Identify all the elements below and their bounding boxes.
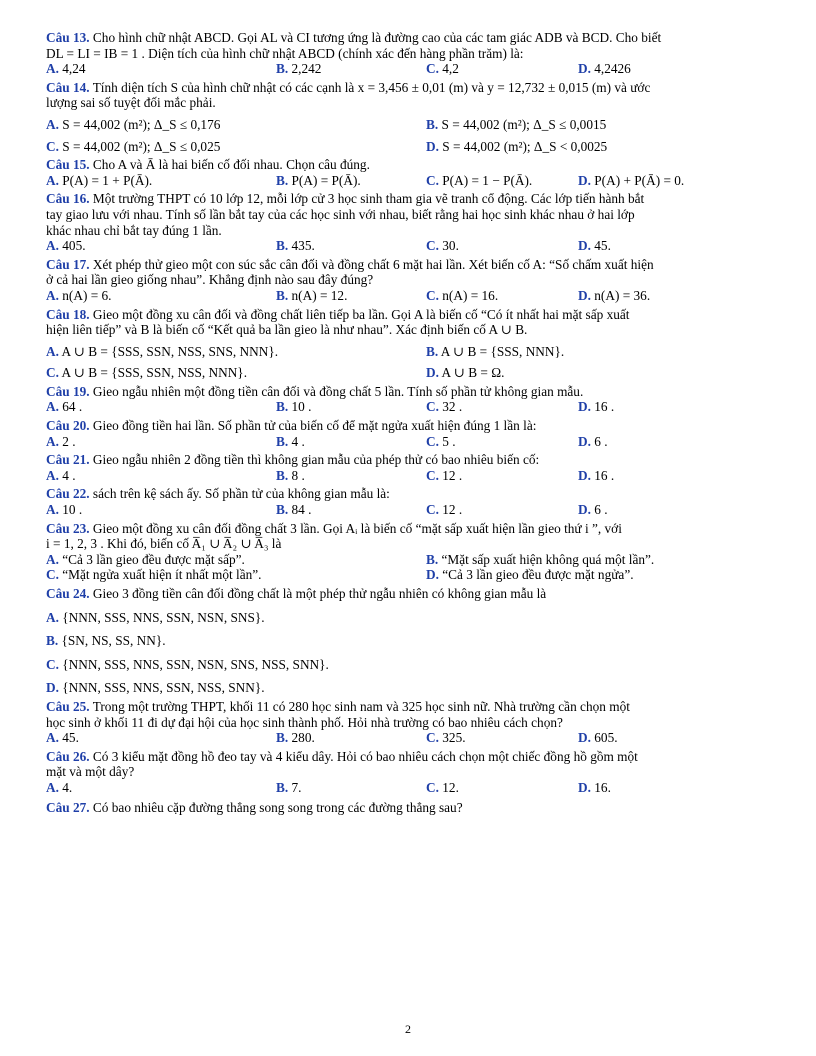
question-text: Tính diện tích S của hình chữ nhật có các cạnh là x = 3,456 ± 0,01 (m) và y = 12,732 ± 0,015 (m) và ước	[92, 79, 651, 95]
question-text: Có bao nhiêu cặp đường thẳng song song trong các đường thẳng sau?	[92, 799, 463, 815]
answer-option-letter: B.	[276, 399, 289, 415]
answer-option-letter: A.	[46, 238, 59, 254]
answer-option-letter: D.	[578, 238, 591, 254]
question-stem-line	[46, 536, 774, 552]
question	[46, 486, 774, 517]
answer-option-text: A ∪ B = {SSS, NNN}.	[440, 343, 565, 359]
answer-option[interactable]	[426, 730, 578, 746]
question-text: i = 1, 2, 3 . Khi đó, biến cố A̅₁ ∪ A̅₂ ∪ A̅₃ là	[46, 536, 282, 552]
answer-option-letter: B.	[276, 287, 289, 303]
answer-option-text: 325.	[442, 730, 466, 746]
question-stem-line	[46, 715, 774, 731]
answer-option-text: 16.	[594, 779, 611, 795]
answer-option-letter: A.	[46, 116, 59, 132]
answer-option-letter: C.	[426, 502, 439, 518]
answer-option-text: S = 44,002 (m²); Δ_S ≤ 0,0015	[441, 116, 607, 132]
question-label: Câu 13.	[46, 30, 90, 45]
answer-option[interactable]	[578, 780, 768, 796]
answer-option-text: 435.	[291, 238, 315, 254]
answer-option[interactable]	[276, 288, 426, 304]
question	[46, 80, 774, 154]
answer-option-text: “Cả 3 lần gieo đều được mặt sấp”.	[62, 551, 245, 567]
answer-option-letter: C.	[426, 172, 439, 188]
answer-option[interactable]	[46, 468, 276, 484]
question-text: sách trên kệ sách ấy. Số phần tử của không gian mẫu là:	[92, 486, 390, 502]
answer-option-text: P(A) = P(Ā).	[291, 172, 361, 188]
answer-option-letter: C.	[426, 433, 439, 449]
answer-option-text: S = 44,002 (m²); Δ_S < 0,0025	[442, 138, 608, 154]
answer-option-text: 6 .	[594, 502, 608, 518]
answer-options-row	[46, 344, 774, 360]
answer-option-text: 7.	[291, 779, 302, 795]
question	[46, 257, 774, 304]
answer-option[interactable]	[46, 552, 426, 568]
answer-option[interactable]	[426, 567, 766, 583]
answer-option[interactable]	[276, 238, 426, 254]
answer-option-letter: A.	[46, 172, 59, 188]
answer-option-letter: B.	[46, 633, 59, 649]
answer-option[interactable]	[46, 680, 774, 696]
answer-option-text: 405.	[62, 238, 86, 254]
answer-option-letter: C.	[46, 656, 59, 672]
answer-option-letter: B.	[276, 238, 289, 254]
answer-option[interactable]	[46, 365, 426, 381]
question-stem	[46, 699, 774, 715]
answer-option[interactable]	[276, 780, 426, 796]
answer-option-text: 84 .	[291, 502, 312, 518]
answer-option-text: 10 .	[291, 399, 312, 415]
answer-options-row	[46, 399, 774, 415]
question-text: Có 3 kiểu mặt đồng hồ đeo tay và 4 kiểu dây. Hỏi có bao nhiêu cách chọn một chiếc đồng hồ gồm một	[92, 748, 638, 764]
question-text: Gieo 3 đồng tiền cân đối đồng chất là một phép thử ngẫu nhiên có không gian mẫu là	[92, 586, 547, 601]
question-stem	[46, 30, 774, 46]
answer-option[interactable]	[426, 502, 578, 518]
answer-option-text: 4,2	[442, 61, 459, 77]
question-label: Câu 19.	[46, 383, 90, 399]
answer-option[interactable]	[46, 238, 276, 254]
question-stem	[46, 800, 774, 816]
answer-option-text: 605.	[594, 730, 618, 746]
question-text: Gieo đồng tiền hai lần. Số phần tử của biến cố để mặt ngửa xuất hiện đúng 1 lần là:	[92, 418, 537, 434]
answer-option-text: 16 .	[594, 399, 615, 415]
answer-option[interactable]	[46, 434, 276, 450]
answer-option-letter: D.	[578, 502, 591, 518]
question-stem	[46, 157, 774, 173]
question-stem-line	[46, 223, 774, 239]
answer-option-letter: A.	[46, 551, 59, 567]
answer-option-letter: B.	[276, 61, 289, 77]
answer-option-text: n(A) = 36.	[594, 287, 651, 303]
answer-option-letter: A.	[46, 730, 59, 746]
answer-option[interactable]	[426, 468, 578, 484]
answer-option-letter: C.	[46, 365, 59, 381]
answer-option-text: “Cả 3 lần gieo đều được mặt ngửa”.	[442, 567, 634, 583]
answer-option-letter: D.	[578, 61, 591, 77]
question	[46, 418, 774, 449]
answer-option-text: 45.	[62, 730, 79, 746]
question-text: Gieo ngẫu nhiên một đồng tiền cân đối và đồng chất 5 lần. Tính số phần tử không gian mẫu.	[92, 383, 584, 399]
answer-option[interactable]	[578, 238, 768, 254]
answer-option[interactable]	[578, 399, 768, 415]
exam-page	[46, 30, 774, 815]
answer-option-text: 4 .	[291, 433, 305, 449]
question-text: Gieo một đồng xu cân đối đồng chất 3 lần. Gọi Aᵢ là biến cố “mặt sấp xuất hiện lần gieo thứ i ”, với	[92, 520, 622, 536]
answer-options-row	[46, 567, 774, 583]
answer-option-letter: A.	[46, 609, 59, 625]
answer-option-text: 2,242	[291, 61, 322, 77]
answer-options-row	[46, 780, 774, 796]
answer-options-row	[46, 117, 774, 133]
answer-option-letter: C.	[46, 567, 59, 583]
answer-option-letter: D.	[426, 365, 439, 381]
answer-option[interactable]	[578, 502, 768, 518]
answer-option[interactable]	[426, 780, 578, 796]
answer-option-letter: B.	[276, 172, 289, 188]
question-stem	[46, 257, 774, 273]
answer-option-text: “Mặt ngửa xuất hiện ít nhất một lần”.	[62, 567, 262, 583]
answer-option[interactable]	[46, 399, 276, 415]
answer-option-letter: D.	[46, 680, 59, 696]
answer-option[interactable]	[426, 117, 766, 133]
answer-option-letter: D.	[578, 399, 591, 415]
answer-option-text: 4 .	[62, 467, 76, 483]
answer-option-letter: B.	[426, 343, 439, 359]
answer-option-letter: B.	[276, 779, 289, 795]
question-stem	[46, 452, 774, 468]
answer-option[interactable]	[46, 567, 426, 583]
answer-option[interactable]	[46, 288, 276, 304]
question	[46, 586, 774, 696]
answer-option[interactable]	[426, 238, 578, 254]
answer-option[interactable]	[578, 468, 768, 484]
answer-option[interactable]	[276, 502, 426, 518]
answer-option[interactable]	[46, 657, 774, 673]
answer-options-row	[46, 468, 774, 484]
answer-options-row	[46, 502, 774, 518]
answer-option[interactable]	[276, 399, 426, 415]
question-stem-line	[46, 46, 774, 62]
question-label: Câu 16.	[46, 191, 90, 207]
answer-option-text: 280.	[291, 730, 315, 746]
question-label: Câu 24.	[46, 586, 90, 601]
answer-option[interactable]	[426, 61, 578, 77]
answer-option-letter: C.	[426, 399, 439, 415]
answer-option-letter: A.	[46, 399, 59, 415]
question-stem-line	[46, 272, 774, 288]
answer-options-row	[46, 288, 774, 304]
question-stem	[46, 191, 774, 207]
answer-option[interactable]	[276, 730, 426, 746]
answer-option[interactable]	[426, 399, 578, 415]
answer-option[interactable]	[426, 434, 578, 450]
answer-option-text: “Mặt sấp xuất hiện không quá một lần”.	[441, 551, 655, 567]
answer-option-text: 8 .	[291, 467, 305, 483]
question-stem-line	[46, 95, 774, 111]
answer-option[interactable]	[426, 139, 766, 155]
question-stem-line	[46, 207, 774, 223]
question-text: tay giao lưu với nhau. Tính số lần bắt tay của các học sinh với nhau, biết rằng hai học sinh khác nhau ở hai lớp	[46, 206, 635, 222]
answer-option-text: 32 .	[442, 399, 463, 415]
answer-option-text: 5 .	[442, 433, 456, 449]
answer-option-letter: C.	[426, 61, 439, 77]
answer-option[interactable]	[276, 434, 426, 450]
answer-option-text: A ∪ B = {SSS, SSN, NSS, NNN}.	[61, 365, 248, 381]
answer-option-text: 16 .	[594, 467, 615, 483]
answer-option-text: {NNN, SSS, NNS, SSN, NSS, SNN}.	[62, 680, 265, 696]
answer-option-letter: B.	[426, 116, 439, 132]
question-label: Câu 18.	[46, 306, 90, 322]
answer-option-text: 64 .	[62, 399, 83, 415]
answer-option[interactable]	[276, 173, 426, 189]
answer-option[interactable]	[46, 730, 276, 746]
answer-option[interactable]	[578, 173, 768, 189]
question-stem	[46, 307, 774, 323]
answer-option-letter: B.	[276, 433, 289, 449]
answer-option[interactable]	[46, 344, 426, 360]
answer-option[interactable]	[46, 117, 426, 133]
answer-options-row	[46, 238, 774, 254]
answer-option[interactable]	[578, 434, 768, 450]
answer-option-letter: D.	[426, 567, 439, 583]
question-label: Câu 27.	[46, 799, 90, 815]
answer-option-letter: A.	[46, 502, 59, 518]
answer-option[interactable]	[46, 610, 774, 626]
answer-option-letter: C.	[46, 138, 59, 154]
question-text: Xét phép thử gieo một con súc sắc cân đối và đồng chất 6 mặt hai lần. Xét biến cố A: “Số chấm xuất hiện	[92, 256, 654, 272]
answer-option-text: n(A) = 12.	[291, 287, 348, 303]
answer-option[interactable]	[46, 633, 774, 649]
answer-option[interactable]	[46, 61, 276, 77]
question-text: Một trường THPT có 10 lớp 12, mỗi lớp cử 3 học sinh tham gia vẽ tranh cổ động. Các lớp tiến hành bắt	[92, 191, 645, 207]
answer-options-row	[46, 173, 774, 189]
answer-option-text: P(A) = 1 + P(Ā).	[62, 172, 153, 188]
answer-options-row	[46, 365, 774, 381]
answer-option-text: {NNN, SSS, NNS, SSN, NSN, SNS}.	[62, 609, 265, 625]
answer-option-letter: C.	[426, 730, 439, 746]
question-label: Câu 15.	[46, 157, 90, 173]
answer-option-text: P(A) = 1 − P(Ā).	[442, 172, 533, 188]
answer-option-letter: B.	[276, 730, 289, 746]
answer-option[interactable]	[426, 552, 766, 568]
question-stem	[46, 418, 774, 434]
answer-option[interactable]	[46, 173, 276, 189]
answer-option-text: 4,2426	[594, 61, 631, 77]
answer-option-text: S = 44,002 (m²); Δ_S ≤ 0,025	[62, 138, 221, 154]
answer-option-text: 12 .	[442, 467, 463, 483]
answer-option[interactable]	[46, 780, 276, 796]
answer-option[interactable]	[276, 61, 426, 77]
question-text: Cho A và Ā là hai biến cố đối nhau. Chọn câu đúng.	[92, 157, 370, 173]
answer-option[interactable]	[426, 344, 766, 360]
answer-option[interactable]	[426, 173, 578, 189]
question	[46, 30, 774, 77]
question-stem	[46, 80, 774, 96]
answer-option-letter: D.	[578, 433, 591, 449]
question	[46, 699, 774, 746]
page-number: 2	[405, 1022, 411, 1036]
question-stem	[46, 521, 774, 537]
question-stem	[46, 749, 774, 765]
answer-option[interactable]	[426, 288, 578, 304]
answer-option-letter: D.	[578, 172, 591, 188]
question-text: hiện liên tiếp” và B là biến cố “Kết quả ba lần gieo là như nhau”. Xác định biến cố A ∪ B.	[46, 322, 528, 338]
answer-option[interactable]	[46, 502, 276, 518]
answer-option[interactable]	[276, 468, 426, 484]
question	[46, 384, 774, 415]
question-stem-line	[46, 322, 774, 338]
answer-option-text: 30.	[442, 238, 459, 254]
question-text: khác nhau chỉ bắt tay đúng 1 lần.	[46, 222, 222, 238]
answer-option-text: P(A) + P(Ā) = 0.	[594, 172, 685, 188]
question-label: Câu 25.	[46, 698, 90, 714]
answer-option-text: 12 .	[442, 502, 463, 518]
question-stem	[46, 486, 774, 502]
question	[46, 157, 774, 188]
question-text: lượng sai số tuyệt đối mắc phải.	[46, 95, 216, 111]
question-label: Câu 26.	[46, 748, 90, 764]
question	[46, 749, 774, 796]
answer-option-letter: B.	[426, 551, 439, 567]
answer-option-letter: C.	[426, 467, 439, 483]
answer-option-letter: A.	[46, 433, 59, 449]
answer-option-text: 2 .	[62, 433, 76, 449]
question	[46, 800, 774, 816]
answer-option-text: 6 .	[594, 433, 608, 449]
question-text: Gieo một đồng xu cân đối và đồng chất liên tiếp ba lần. Gọi A là biến cố “Có ít nhất hai mặt sấp xuất	[92, 306, 630, 322]
answer-option-letter: A.	[46, 343, 59, 359]
question-label: Câu 17.	[46, 256, 90, 272]
answer-option-letter: A.	[46, 779, 59, 795]
question-text: Trong một trường THPT, khối 11 có 280 học sinh nam và 325 học sinh nữ. Nhà trường cần chọn một	[92, 698, 630, 714]
question-text: ở cả hai lần gieo giống nhau”. Khẳng định nào sau đây đúng?	[46, 272, 374, 288]
answer-option-letter: D.	[578, 779, 591, 795]
answer-option-letter: B.	[276, 502, 289, 518]
answer-options-row	[46, 139, 774, 155]
answer-option-letter: D.	[578, 730, 591, 746]
answer-option-text: 10 .	[62, 502, 83, 518]
answer-options-row	[46, 552, 774, 568]
answer-option-letter: A.	[46, 61, 59, 77]
answer-option-text: 4.	[62, 779, 73, 795]
answer-option[interactable]	[578, 61, 768, 77]
question-text: Cho hình chữ nhật ABCD. Gọi AL và CI tương ứng là đường cao của các tam giác ADB và BCD. Cho biết	[92, 30, 662, 45]
question-text: học sinh ở khối 11 đi dự đại hội của học sinh thành phố. Hỏi nhà trường có bao nhiêu cách chọn?	[46, 714, 563, 730]
answer-option[interactable]	[426, 365, 766, 381]
answer-option-letter: C.	[426, 287, 439, 303]
answer-option-text: S = 44,002 (m²); Δ_S ≤ 0,176	[62, 116, 221, 132]
question-stem	[46, 384, 774, 400]
answer-option-text: n(A) = 16.	[442, 287, 499, 303]
answer-option[interactable]	[578, 730, 768, 746]
question-stem	[46, 586, 774, 602]
question	[46, 191, 774, 253]
question-label: Câu 20.	[46, 418, 90, 434]
answer-option-letter: C.	[426, 779, 439, 795]
answer-options-row	[46, 434, 774, 450]
answer-option-letter: D.	[578, 467, 591, 483]
question-label: Câu 14.	[46, 79, 90, 95]
question-label: Câu 21.	[46, 452, 90, 468]
answer-option-text: 12.	[442, 779, 459, 795]
question-text: DL = LI = IB = 1 . Diện tích của hình chữ nhật ABCD (chính xác đến hàng phần trăm) là:	[46, 45, 524, 61]
question	[46, 521, 774, 583]
question-label: Câu 22.	[46, 486, 90, 502]
answer-option[interactable]	[578, 288, 768, 304]
answer-option[interactable]	[46, 139, 426, 155]
answer-option-letter: B.	[276, 467, 289, 483]
answer-options-row	[46, 61, 774, 77]
answer-option-letter: A.	[46, 287, 59, 303]
question	[46, 307, 774, 381]
answer-option-text: 45.	[594, 238, 611, 254]
question	[46, 452, 774, 483]
answer-option-text: n(A) = 6.	[62, 287, 112, 303]
answer-option-letter: A.	[46, 467, 59, 483]
answer-option-text: A ∪ B = Ω.	[441, 365, 505, 381]
answer-option-letter: D.	[426, 138, 439, 154]
answer-options-row	[46, 730, 774, 746]
question-stem-line	[46, 764, 774, 780]
answer-option-text: A ∪ B = {SSS, SSN, NSS, SNS, NNN}.	[61, 343, 279, 359]
question-text: Gieo ngẫu nhiên 2 đồng tiền thì không gian mẫu của phép thử có bao nhiêu biến cố:	[92, 452, 540, 468]
answer-option-letter: C.	[426, 238, 439, 254]
question-text: mặt và một dây?	[46, 764, 135, 780]
answer-option-text: {NNN, SSS, NNS, SSN, NSN, SNS, NSS, SNN}.	[62, 656, 329, 672]
answer-option-text: 4,24	[62, 61, 86, 77]
answer-option-text: {SN, NS, SS, NN}.	[61, 633, 166, 649]
answer-option-letter: D.	[578, 287, 591, 303]
question-label: Câu 23.	[46, 520, 90, 536]
